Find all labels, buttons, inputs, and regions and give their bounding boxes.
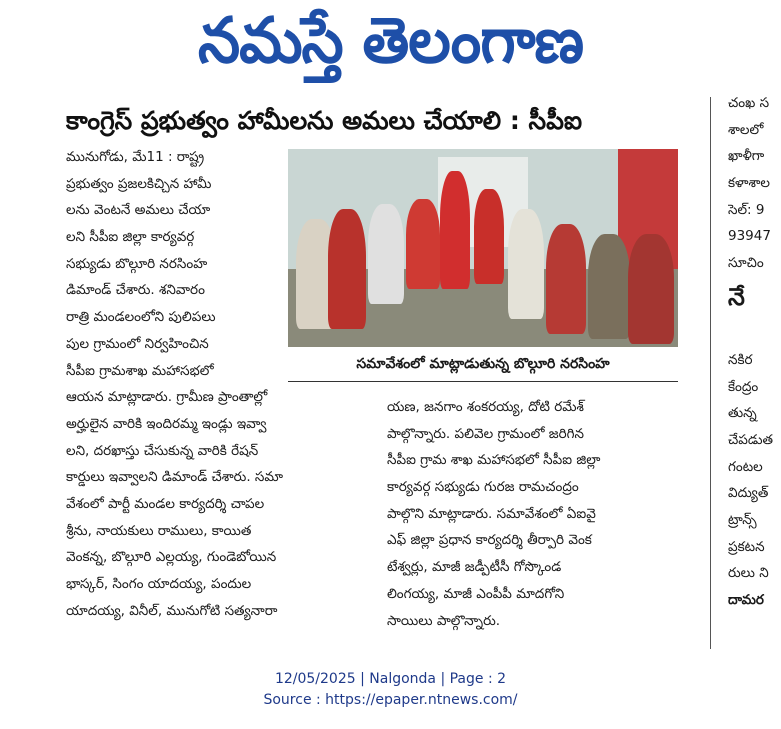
article-line: డిమాండ్ చేశారు. శనివారం xyxy=(66,282,205,299)
photo-caption: సమావేశంలో మాట్లాడుతున్న బొల్గూరి నరసింహ xyxy=(288,347,678,382)
side-line: నకిర xyxy=(728,351,753,368)
article-line: ఎఫ్ జిల్లా ప్రధాన కార్యదర్శి తీర్పారి వెంక xyxy=(387,532,592,549)
article-line: పాల్గొన్నారు. పలివెల గ్రామంలో జరిగిన xyxy=(387,425,585,442)
article-line: లను వెంటనే అమలు చేయా xyxy=(66,202,211,219)
side-line: కేంద్రం xyxy=(728,378,759,395)
article-line: ఆయన మాట్లాడారు. గ్రామీణ ప్రాంతాల్లో xyxy=(66,389,268,406)
article-line: పాల్గొని మాట్లాడారు. సమావేశంలో ఏఐవై xyxy=(387,505,596,522)
side-line: చంఖ స xyxy=(728,95,770,111)
side-line: ప్రకటన xyxy=(728,538,765,555)
column-divider xyxy=(710,97,711,649)
article-line: లని, దరఖాస్తు చేసుకున్న వారికి రేషన్ xyxy=(66,442,259,459)
side-line: గంటల xyxy=(728,458,763,475)
article-line: మునుగోడు, మే11 : రాష్ట్ర xyxy=(66,149,205,165)
article-line: వెంకన్న, బొల్గూరి ఎల్లయ్య, గుండెబోయిన xyxy=(66,549,277,566)
article-line: రాత్రి మండలంలోని పులిపలు xyxy=(66,309,216,326)
meeting-photo xyxy=(288,149,678,347)
article-line: యణ, జనగాం శంకరయ్య, దోటి రమేశ్ xyxy=(387,399,584,415)
article-line: లని సీపీఐ జిల్లా కార్యవర్గ xyxy=(66,229,195,246)
side-line: కళాశాల xyxy=(728,175,770,192)
article-line: ప్రభుత్వం ప్రజలకిచ్చిన హామీ xyxy=(66,175,212,192)
article-line: టేశ్వర్లు, మాజీ జడ్పీటీసీ గోస్కొండ xyxy=(387,559,562,576)
article-line: కార్యవర్గ సభ్యుడు గురజ రామచంద్రం xyxy=(387,479,579,496)
article-headline: కాంగ్రెస్ ప్రభుత్వం హామీలను అమలు చేయాలి : సీపీఐ xyxy=(66,106,583,135)
side-line: 93947 xyxy=(728,228,771,245)
side-line: సూచిం xyxy=(728,255,764,272)
article-line: యాదయ్య, వినీల్, మునుగోటి సత్యనారా xyxy=(66,602,278,619)
article-line: శ్రీను, నాయకులు రాములు, కాయిత xyxy=(66,522,252,539)
article-line: సాయిలు పాల్గొన్నారు. xyxy=(387,612,501,629)
newspaper-title: నమస్తే తెలంగాణ xyxy=(197,4,584,78)
article-line: అర్హులైన వారికి ఇందిరమ్మ ఇండ్లు ఇవ్వా xyxy=(66,415,267,432)
article-column-2 xyxy=(387,394,709,634)
side-line: విద్యుత్ xyxy=(728,485,769,502)
side-heading: నే xyxy=(728,282,745,311)
side-line: రులు ని xyxy=(728,565,769,582)
adjacent-article-fragment xyxy=(728,90,781,614)
side-line: చేపడుత xyxy=(728,431,774,448)
side-line: ఖాళీగా xyxy=(728,148,765,165)
article-line: సభ్యుడు బొల్గూరి నరసింహ xyxy=(66,255,208,272)
footer-source: Source : https://epaper.ntnews.com/ xyxy=(263,692,518,708)
side-line: ట్రాన్స్ xyxy=(728,511,757,528)
side-line: సెల్: 9 xyxy=(728,201,765,218)
footer-date-page: 12/05/2025 | Nalgonda | Page : 2 xyxy=(274,671,507,687)
article-line: కార్డులు ఇవ్వాలని డిమాండ్ చేశారు. సమా xyxy=(66,469,283,486)
article-line: భాస్కర్, సింగం యాదయ్య, పందుల xyxy=(66,576,252,592)
side-line: దామర xyxy=(728,592,764,608)
side-line: తున్న xyxy=(728,405,757,422)
article-line: పుల గ్రామంలో నిర్వహించిన xyxy=(66,335,209,352)
article-line: లింగయ్య, మాజీ ఎంపీపీ మాదగోని xyxy=(387,585,565,602)
article-line: సీపీఐ గ్రామశాఖ మహాసభలో xyxy=(66,362,214,379)
article-line: సీపీఐ గ్రామ శాఖ మహాసభలో సీపీఐ జిల్లా xyxy=(387,452,601,469)
article-line: వేశంలో పార్టీ మండల కార్యదర్శి చాపల xyxy=(66,495,265,512)
masthead xyxy=(0,2,781,80)
side-line: శాలలో xyxy=(728,121,764,138)
